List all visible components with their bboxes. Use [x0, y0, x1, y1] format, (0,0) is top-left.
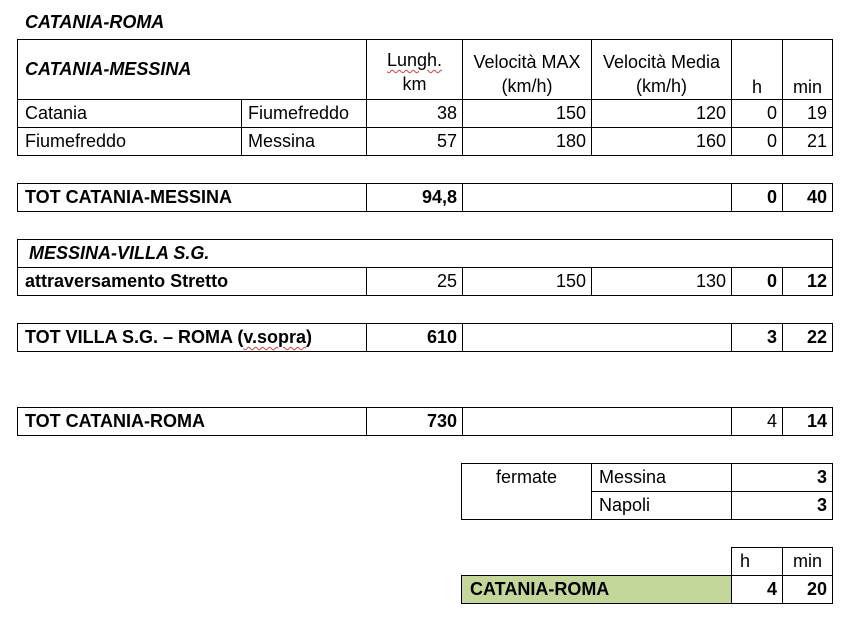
header-vavg: [592, 48, 731, 99]
tot-vr-h: 3: [766, 327, 777, 347]
section-title-catania-messina: CATANIA-MESSINA: [25, 59, 192, 79]
header-vavg-top: Velocità Media: [602, 51, 721, 72]
tot-cr-min: 14: [806, 411, 827, 431]
stretto-vmax: 150: [555, 271, 586, 291]
stop-city: Messina: [599, 467, 667, 487]
stretto-vavg: 130: [695, 271, 726, 291]
stretto-km: 25: [436, 271, 457, 291]
header-vmax: [463, 48, 591, 99]
stop-value: 3: [816, 495, 827, 515]
header-vmax-bottom: (km/h): [501, 75, 553, 96]
tot-cm-h: 0: [766, 187, 777, 207]
header-length: [367, 45, 462, 99]
row2-km: 57: [436, 131, 457, 151]
final-h-header: h: [739, 551, 750, 571]
tot-vr-km: 610: [426, 327, 457, 347]
row2-vmax: 180: [555, 131, 586, 151]
tot-cm-km: 94,8: [421, 187, 457, 207]
stops-label: fermate: [495, 467, 558, 487]
header-h: h: [751, 76, 762, 97]
row1-to: Fiumefreddo: [248, 103, 350, 123]
tot-cr-km: 730: [426, 411, 457, 431]
row1-from: Catania: [25, 103, 88, 123]
catania-messina-table: [0, 0, 858, 160]
row2-to: Messina: [248, 131, 316, 151]
tot-cr-h: 4: [766, 411, 777, 431]
row1-min: 19: [806, 103, 827, 123]
final-label: CATANIA-ROMA: [470, 579, 610, 599]
tot-vr-label: [19, 324, 366, 351]
row2-h: 0: [766, 131, 777, 151]
stretto-label: attraversamento Stretto: [25, 271, 229, 291]
row1-h: 0: [766, 103, 777, 123]
tot-vr-label-ref: v.sopra: [243, 327, 307, 347]
messina-villa-table: [0, 239, 858, 297]
row2-min: 21: [806, 131, 827, 151]
final-result-table: [0, 547, 858, 607]
row2-vavg: 160: [695, 131, 726, 151]
tot-cr-label: TOT CATANIA-ROMA: [25, 411, 205, 431]
tot-vr-label-main: TOT VILLA S.G. – ROMA (: [25, 327, 244, 347]
row2-from: Fiumefreddo: [25, 131, 127, 151]
stretto-h: 0: [766, 271, 777, 291]
tot-cm-label: TOT CATANIA-MESSINA: [25, 187, 232, 207]
stop-value: 3: [816, 467, 827, 487]
stops-table: [0, 463, 858, 523]
header-min: min: [792, 76, 822, 97]
tot-catania-messina-row: [0, 183, 858, 213]
tot-villa-roma-row: [0, 323, 858, 353]
stop-city: Napoli: [599, 495, 651, 515]
section-title-messina-villa: MESSINA-VILLA S.G.: [29, 243, 210, 263]
header-vavg-bottom: (km/h): [636, 75, 687, 96]
final-min: 20: [806, 579, 827, 599]
final-min-header: min: [792, 551, 822, 571]
header-length-bottom: km: [402, 74, 427, 94]
page-title: CATANIA-ROMA: [25, 11, 165, 32]
stretto-min: 12: [806, 271, 827, 291]
header-length-top: Lungh.: [386, 50, 443, 70]
row1-vmax: 150: [555, 103, 586, 123]
tot-vr-min: 22: [806, 327, 827, 347]
tot-vr-label-end: ): [306, 327, 313, 347]
tot-cm-min: 40: [806, 187, 827, 207]
header-vmax-top: Velocità MAX: [473, 51, 581, 72]
row1-km: 38: [436, 103, 457, 123]
row1-vavg: 120: [695, 103, 726, 123]
final-h: 4: [766, 579, 777, 599]
tot-catania-roma-row: [0, 407, 858, 437]
